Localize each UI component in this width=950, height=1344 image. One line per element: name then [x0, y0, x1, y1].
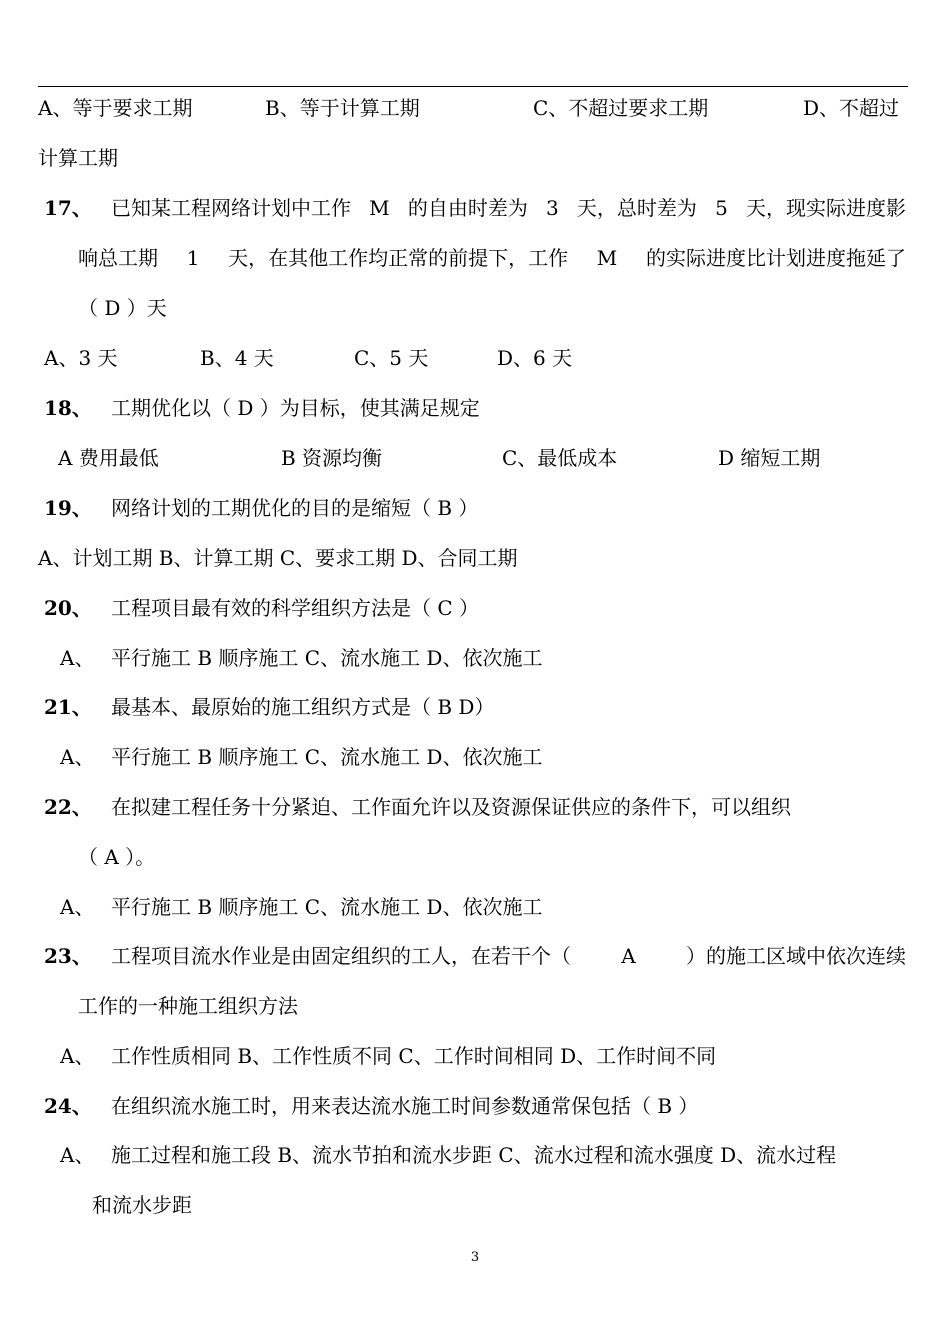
option-d-continuation: 计算工期 [38, 146, 118, 170]
question-24-options: 施工过程和施工段 B、流水节拍和流水步距 C、流水过程和流水强度 D、流水过程 [111, 1143, 837, 1167]
question-20-number: 20、 [44, 596, 92, 620]
question-23-line1: 工程项目流水作业是由固定组织的工人，在若干个（ A ）的施工区域中依次连续 [111, 944, 906, 968]
option-a: A、等于要求工期 [38, 96, 193, 120]
question-17-option-d: D、6 天 [497, 346, 573, 370]
question-21-options: 平行施工 B 顺序施工 C、流水施工 D、依次施工 [111, 745, 543, 769]
question-24-number: 24、 [44, 1094, 92, 1118]
question-21-number: 21、 [44, 695, 92, 719]
question-24-options-continuation: 和流水步距 [92, 1193, 192, 1217]
question-18-text: 工期优化以（ D ）为目标，使其满足规定 [111, 396, 480, 420]
question-19-number: 19、 [44, 496, 92, 520]
question-21-option-label: A、 [60, 745, 95, 769]
option-b: B、等于计算工期 [265, 96, 420, 120]
question-17-option-a: A、3 天 [44, 346, 118, 370]
question-23-option-label: A、 [60, 1044, 95, 1068]
question-23-number: 23、 [44, 944, 92, 968]
question-22-line2: （ A ）。 [78, 845, 156, 869]
question-20-options: 平行施工 B 顺序施工 C、流水施工 D、依次施工 [111, 646, 543, 670]
question-23-line2: 工作的一种施工组织方法 [78, 994, 298, 1018]
question-17-line2: 响总工期 1 天，在其他工作均正常的前提下，工作 M 的实际进度比计划进度拖延了 [78, 246, 906, 270]
question-22-line1: 在拟建工程任务十分紧迫、工作面允许以及资源保证供应的条件下，可以组织 [111, 795, 791, 819]
question-24-text: 在组织流水施工时，用来表达流水施工时间参数通常保包括（ B ） [111, 1094, 699, 1118]
question-24-option-label: A、 [60, 1143, 95, 1167]
question-19-text: 网络计划的工期优化的目的是缩短（ B ） [111, 496, 479, 520]
question-18-option-c: C、最低成本 [502, 446, 618, 470]
question-23-options: 工作性质相同 B、工作性质不同 C、工作时间相同 D、工作时间不同 [111, 1044, 717, 1068]
header-rule [38, 86, 908, 87]
question-17-number: 17、 [44, 196, 92, 220]
question-17-option-b: B、4 天 [200, 346, 274, 370]
question-19-options: A、计划工期 B、计算工期 C、要求工期 D、合同工期 [38, 546, 518, 570]
question-17-line3: （ D ）天 [78, 296, 167, 320]
question-17-option-c: C、5 天 [354, 346, 429, 370]
question-18-option-b: B 资源均衡 [281, 446, 383, 470]
question-22-number: 22、 [44, 795, 92, 819]
page-number: 3 [470, 1250, 480, 1265]
question-21-text: 最基本、最原始的施工组织方式是（ B D） [111, 695, 495, 719]
question-17-line1: 已知某工程网络计划中工作 M 的自由时差为 3 天，总时差为 5 天，现实际进度影 [111, 196, 906, 220]
option-d: D、不超过 [803, 96, 900, 120]
question-22-option-label: A、 [60, 895, 95, 919]
question-18-number: 18、 [44, 396, 92, 420]
question-20-text: 工程项目最有效的科学组织方法是（ C ） [111, 596, 480, 620]
question-22-options: 平行施工 B 顺序施工 C、流水施工 D、依次施工 [111, 895, 543, 919]
question-20-option-label: A、 [60, 646, 95, 670]
option-c: C、不超过要求工期 [533, 96, 709, 120]
question-18-option-d: D 缩短工期 [718, 446, 821, 470]
question-18-option-a: A 费用最低 [58, 446, 159, 470]
